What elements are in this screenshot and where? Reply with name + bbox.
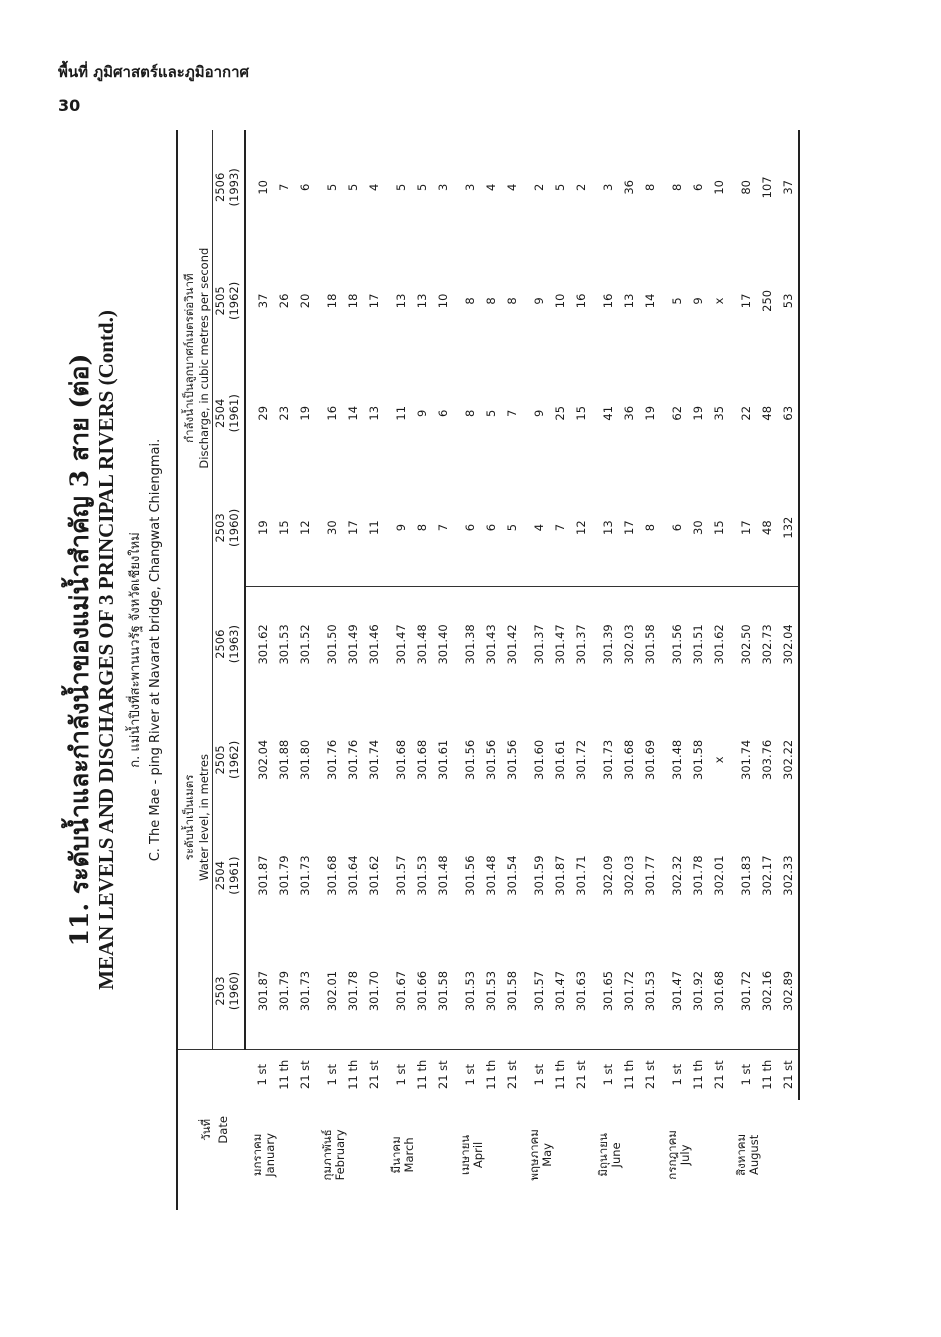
water-level-cell: 302.73	[756, 586, 777, 702]
water-level-cell: 301.52	[294, 586, 315, 702]
month-name-english: March	[402, 1137, 416, 1173]
discharge-cell: 16	[600, 293, 615, 309]
table-row	[591, 130, 618, 1210]
water-level-cell: 301.60	[531, 739, 546, 780]
day-label: 1 st	[453, 1049, 480, 1100]
water-level-cell: 301.47	[552, 970, 567, 1012]
discharge-cell: 7	[504, 409, 519, 417]
discharge-cell: 5	[345, 183, 360, 192]
day-label: 11 th	[687, 1049, 708, 1100]
water-level-cell: 301.53	[462, 970, 477, 1012]
water-level-cell: 301.58	[504, 970, 519, 1012]
water-level-cell: 301.37	[522, 586, 549, 702]
discharge-cell: 5	[393, 183, 408, 192]
discharge-cell: 53	[777, 245, 799, 357]
discharge-cell: 8	[462, 409, 477, 417]
water-level-cell: 301.87	[552, 855, 567, 896]
discharge-cell: 5	[552, 183, 567, 192]
discharge-cell: 19	[690, 405, 705, 421]
discharge-cell: 41	[600, 405, 615, 421]
table-row	[294, 130, 315, 1210]
water-level-cell: 301.61	[552, 739, 567, 780]
discharge-cell: 14	[642, 293, 657, 309]
discharge-cell: 4	[531, 523, 546, 532]
river-data-table	[176, 130, 800, 1210]
discharge-cell: 8	[483, 297, 498, 305]
page-number: 30	[58, 96, 81, 115]
water-level-header	[177, 586, 213, 1049]
discharge-cell: 29	[255, 405, 270, 421]
day-label: 1 st	[660, 1049, 687, 1100]
water-level-cell: 301.76	[345, 739, 360, 780]
discharge-cell: 48	[759, 520, 774, 535]
water-level-cell: 301.56	[483, 739, 498, 780]
table-row	[363, 130, 384, 1210]
discharge-cell: 10	[255, 180, 270, 195]
water-level-cell: 301.79	[276, 970, 291, 1012]
month-name-english: July	[678, 1144, 692, 1166]
water-level-cell: 301.68	[711, 970, 726, 1012]
discharge-cell: 4	[366, 183, 381, 192]
table-row	[480, 130, 501, 1210]
discharge-cell: 6	[669, 523, 684, 532]
discharge-cell: x	[711, 297, 726, 305]
water-level-cell: 301.68	[393, 739, 408, 780]
discharge-cell: 13	[621, 293, 636, 309]
water-level-cell: 301.46	[363, 586, 384, 702]
discharge-cell: 25	[552, 405, 567, 421]
discharge-cell: 18	[324, 293, 339, 309]
water-level-cell: 301.56	[504, 739, 519, 780]
table-row	[570, 130, 591, 1210]
water-level-cell: 301.68	[324, 855, 339, 896]
table-row	[315, 130, 342, 1210]
water-level-cell: 301.66	[414, 970, 429, 1012]
discharge-cell: 12	[573, 520, 588, 535]
month-name-thai: มีนาคม	[389, 1136, 403, 1174]
water-level-cell: 301.56	[462, 855, 477, 896]
water-level-cell: 301.58	[639, 586, 660, 702]
month-name-english: June	[609, 1142, 623, 1168]
discharge-cell: 8	[669, 183, 684, 192]
table-row	[756, 130, 777, 1210]
water-level-cell: 302.09	[600, 855, 615, 896]
water-level-cell: 301.78	[345, 970, 360, 1012]
discharge-cell: 4	[504, 183, 519, 192]
discharge-cell: 6	[690, 183, 705, 192]
water-level-cell: 301.67	[393, 970, 408, 1012]
month-name-thai: สิงหาคม	[734, 1133, 748, 1176]
water-level-cell: 301.39	[591, 586, 618, 702]
discharge-cell: 17	[738, 293, 753, 309]
water-level-cell: 301.62	[708, 586, 729, 702]
discharge-cell: 15	[573, 405, 588, 421]
discharge-cell: 19	[297, 405, 312, 421]
discharge-cell: 5	[669, 297, 684, 305]
table-body	[245, 130, 799, 1210]
water-level-cell: x	[711, 756, 726, 764]
month-name-thai: กรกฎาคม	[665, 1130, 679, 1180]
water-level-cell: 301.37	[570, 586, 591, 702]
water-level-cell: 301.74	[738, 739, 753, 780]
date-header	[177, 1049, 245, 1210]
water-level-cell: 301.87	[255, 970, 270, 1012]
year-ce: (1993)	[227, 130, 245, 245]
water-level-cell: 303.76	[759, 739, 774, 780]
water-level-cell: 302.22	[777, 702, 799, 818]
water-level-cell: 301.71	[573, 855, 588, 896]
day-label: 11 th	[756, 1049, 777, 1100]
year-ce: (1960)	[227, 933, 245, 1049]
month-name-thai: มิถุนายน	[596, 1133, 610, 1177]
water-level-cell: 302.01	[324, 970, 339, 1012]
water-level-cell: 301.57	[393, 855, 408, 896]
discharge-header	[177, 130, 213, 586]
water-level-cell: 301.48	[483, 855, 498, 896]
year-ce: (1962)	[227, 702, 245, 818]
discharge-cell: 17	[738, 520, 753, 535]
water-level-cell: 301.56	[462, 739, 477, 780]
water-level-cell: 302.04	[777, 586, 799, 702]
month-name-thai: กุมภาพันธ์	[320, 1129, 334, 1181]
water-level-cell: 301.83	[738, 855, 753, 896]
water-level-cell: 302.16	[759, 970, 774, 1012]
table-row	[342, 130, 363, 1210]
discharge-cell: 8	[504, 297, 519, 305]
table-row	[245, 130, 273, 1210]
discharge-cell: 5	[414, 183, 429, 192]
discharge-cell: 132	[777, 469, 799, 586]
discharge-cell: 5	[504, 523, 519, 532]
year-be: 2505	[213, 745, 227, 775]
year-be: 2506	[213, 629, 227, 659]
water-level-cell: 301.48	[411, 586, 432, 702]
discharge-cell: 6	[435, 409, 450, 417]
month-label	[591, 1100, 660, 1210]
table-row	[501, 130, 522, 1210]
water-level-cell: 301.88	[276, 739, 291, 780]
discharge-cell: 12	[297, 520, 312, 535]
water-level-cell: 302.01	[711, 855, 726, 896]
month-label	[453, 1100, 522, 1210]
discharge-cell: 10	[435, 293, 450, 309]
water-level-cell: 301.58	[690, 739, 705, 780]
day-label: 1 st	[591, 1049, 618, 1100]
table-row	[522, 130, 549, 1210]
discharge-cell: 22	[738, 405, 753, 421]
month-label	[384, 1100, 453, 1210]
water-level-cell: 301.47	[384, 586, 411, 702]
year-ce: (1963)	[227, 586, 245, 702]
water-level-cell: 301.79	[276, 855, 291, 896]
water-level-cell: 301.69	[642, 739, 657, 780]
water-level-cell: 301.76	[324, 739, 339, 780]
year-be: 2504	[213, 398, 227, 428]
discharge-cell: 9	[414, 409, 429, 417]
table-row	[618, 130, 639, 1210]
water-level-cell: 301.87	[255, 855, 270, 896]
discharge-cell: 9	[531, 409, 546, 417]
day-label: 11 th	[549, 1049, 570, 1100]
discharge-cell: 3	[462, 183, 477, 192]
discharge-cell: 48	[759, 405, 774, 421]
water-level-cell: 301.73	[600, 739, 615, 780]
discharge-cell: 13	[393, 293, 408, 309]
day-label: 21 st	[639, 1049, 660, 1100]
water-level-cell: 302.03	[621, 855, 636, 896]
water-level-cell: 301.53	[483, 970, 498, 1012]
month-label	[729, 1100, 799, 1210]
water-level-cell: 301.65	[600, 970, 615, 1012]
discharge-header-english: Discharge, in cubic metres per second	[197, 247, 211, 469]
rotated-table-page	[60, 130, 870, 1210]
day-label: 11 th	[411, 1049, 432, 1100]
discharge-cell: 16	[573, 293, 588, 309]
discharge-cell: 13	[414, 293, 429, 309]
day-label: 21 st	[432, 1049, 453, 1100]
subtitle-english: C. The Mae - ping River at Navarat bridge, Changwat Chiengmai.	[148, 438, 163, 862]
water-level-cell: 301.77	[642, 855, 657, 896]
table-row	[687, 130, 708, 1210]
discharge-cell: 37	[777, 130, 799, 245]
month-name-english: February	[333, 1129, 347, 1181]
year-be: 2504	[213, 860, 227, 891]
day-label: 1 st	[522, 1049, 549, 1100]
day-label: 21 st	[708, 1049, 729, 1100]
day-label: 1 st	[729, 1049, 756, 1100]
water-level-cell: 301.80	[297, 739, 312, 780]
discharge-cell: 15	[711, 520, 726, 535]
discharge-cell: 9	[531, 297, 546, 305]
year-ce: (1961)	[227, 818, 245, 934]
month-name-english: January	[263, 1133, 277, 1177]
table-row	[384, 130, 411, 1210]
discharge-cell: 2	[531, 183, 546, 192]
day-label: 21 st	[363, 1049, 384, 1100]
day-label: 11 th	[618, 1049, 639, 1100]
discharge-cell: 14	[345, 405, 360, 421]
water-level-cell: 301.70	[366, 970, 381, 1012]
discharge-cell: 16	[324, 405, 339, 421]
discharge-cell: 4	[483, 183, 498, 192]
year-be: 2503	[213, 976, 227, 1006]
discharge-cell: 30	[690, 520, 705, 535]
subtitle-thai: ก. แม่น้ำปิงที่สะพานนวรัฐ จังหวัดเชียงใหม่	[128, 532, 143, 768]
water-level-cell: 301.40	[432, 586, 453, 702]
discharge-cell: 19	[642, 405, 657, 421]
discharge-cell: 62	[669, 405, 684, 421]
water-level-cell: 301.68	[414, 739, 429, 780]
water-level-cell: 301.62	[366, 855, 381, 896]
discharge-cell: 11	[393, 405, 408, 421]
discharge-cell: 8	[462, 297, 477, 305]
water-level-cell: 301.42	[501, 586, 522, 702]
water-level-cell: 302.50	[729, 586, 756, 702]
water-level-cell: 301.48	[669, 739, 684, 780]
discharge-cell: 8	[642, 523, 657, 532]
day-label: 11 th	[480, 1049, 501, 1100]
day-label: 11 th	[342, 1049, 363, 1100]
discharge-cell: 7	[552, 523, 567, 532]
water-level-cell: 301.49	[342, 586, 363, 702]
water-level-cell: 301.63	[573, 970, 588, 1012]
discharge-cell: 80	[738, 180, 753, 195]
date-header-english: Date	[215, 1116, 230, 1144]
discharge-cell: 6	[297, 183, 312, 192]
water-level-cell: 302.17	[759, 855, 774, 896]
day-label: 1 st	[315, 1049, 342, 1100]
discharge-cell: 13	[600, 520, 615, 535]
table-row	[411, 130, 432, 1210]
water-level-cell: 301.53	[642, 970, 657, 1012]
month-name-english: April	[471, 1141, 485, 1169]
table-row	[549, 130, 570, 1210]
table-row	[777, 130, 799, 1210]
discharge-cell: 250	[759, 289, 774, 312]
water-level-cell: 302.33	[777, 818, 799, 934]
discharge-cell: 10	[552, 293, 567, 309]
water-level-cell: 301.53	[414, 855, 429, 896]
water-level-cell: 301.51	[687, 586, 708, 702]
discharge-cell: 17	[621, 520, 636, 535]
discharge-cell: 9	[690, 297, 705, 305]
discharge-cell: 9	[393, 523, 408, 532]
discharge-cell: 17	[366, 293, 381, 309]
day-label: 1 st	[384, 1049, 411, 1100]
water-level-cell: 301.68	[621, 739, 636, 780]
discharge-cell: 17	[345, 520, 360, 535]
water-level-cell: 301.72	[738, 970, 753, 1012]
discharge-cell: 2	[573, 183, 588, 192]
date-header-thai: วันที่	[198, 1118, 213, 1141]
water-level-cell: 302.89	[777, 933, 799, 1049]
table-row	[708, 130, 729, 1210]
water-level-cell: 301.78	[690, 855, 705, 896]
discharge-cell: 18	[345, 293, 360, 309]
month-name-english: May	[540, 1143, 554, 1167]
water-level-cell: 301.58	[435, 970, 450, 1012]
discharge-cell: 63	[777, 357, 799, 469]
discharge-cell: 37	[255, 293, 270, 309]
table-row	[273, 130, 294, 1210]
table-row	[639, 130, 660, 1210]
table-row	[432, 130, 453, 1210]
water-level-cell: 301.73	[297, 970, 312, 1012]
discharge-cell: 3	[600, 183, 615, 192]
month-label	[315, 1100, 384, 1210]
discharge-cell: 15	[276, 520, 291, 535]
table-title-thai: 11. ระดับน้ำและกำลังน้ำของแม่น้ำสำคัญ 3 สาย (ต่อ)	[65, 353, 94, 947]
day-label: 21 st	[570, 1049, 591, 1100]
water-level-cell: 301.38	[453, 586, 480, 702]
discharge-cell: 19	[255, 520, 270, 535]
discharge-cell: 11	[366, 520, 381, 535]
water-level-cell: 301.59	[531, 855, 546, 896]
discharge-cell: 13	[366, 405, 381, 421]
water-level-cell: 301.62	[245, 586, 273, 702]
table-row	[729, 130, 756, 1210]
water-level-cell: 301.56	[660, 586, 687, 702]
water-level-header-thai: ระดับน้ำเป็นเมตร	[182, 774, 196, 861]
water-level-cell: 301.54	[504, 855, 519, 896]
discharge-cell: 5	[324, 183, 339, 192]
discharge-cell: 10	[711, 180, 726, 195]
water-level-header-english: Water level, in metres	[197, 754, 211, 881]
discharge-cell: 6	[462, 523, 477, 532]
discharge-cell: 35	[711, 405, 726, 421]
water-level-cell: 301.64	[345, 855, 360, 896]
water-level-cell: 301.73	[297, 855, 312, 896]
discharge-cell: 30	[324, 520, 339, 535]
discharge-cell: 7	[276, 183, 291, 192]
discharge-cell: 26	[276, 293, 291, 309]
month-name-english: August	[747, 1134, 761, 1176]
month-label	[245, 1100, 315, 1210]
day-label: 21 st	[294, 1049, 315, 1100]
month-name-thai: เมษายน	[458, 1134, 472, 1175]
year-ce: (1962)	[227, 245, 245, 357]
discharge-cell: 8	[642, 183, 657, 192]
discharge-cell: 8	[414, 523, 429, 532]
water-level-cell: 301.57	[531, 970, 546, 1012]
discharge-cell: 36	[621, 180, 636, 195]
year-be: 2506	[213, 172, 227, 202]
discharge-cell: 23	[276, 405, 291, 421]
discharge-cell: 5	[483, 409, 498, 417]
discharge-cell: 36	[621, 405, 636, 421]
year-ce: (1960)	[227, 469, 245, 586]
discharge-cell: 6	[483, 523, 498, 532]
day-label: 21 st	[777, 1049, 799, 1100]
water-level-cell: 301.53	[273, 586, 294, 702]
discharge-cell: 7	[435, 523, 450, 532]
discharge-cell: 3	[435, 183, 450, 192]
month-name-thai: มกราคม	[250, 1133, 264, 1177]
month-name-thai: พฤษภาคม	[527, 1129, 541, 1181]
day-label: 21 st	[501, 1049, 522, 1100]
water-level-cell: 301.48	[435, 855, 450, 896]
water-level-cell: 301.61	[435, 739, 450, 780]
water-level-cell: 301.47	[669, 970, 684, 1012]
water-level-cell: 301.72	[573, 739, 588, 780]
month-label	[522, 1100, 591, 1210]
year-be: 2503	[213, 513, 227, 543]
discharge-cell: 20	[297, 293, 312, 309]
running-head: พื้นที่ ภูมิศาสตร์และภูมิอากาศ	[58, 63, 250, 81]
year-ce: (1961)	[227, 357, 245, 469]
water-level-cell: 301.43	[480, 586, 501, 702]
year-be: 2505	[213, 286, 227, 316]
day-label: 1 st	[245, 1049, 273, 1100]
water-level-cell: 302.32	[669, 855, 684, 896]
water-level-cell: 301.72	[621, 970, 636, 1012]
water-level-cell: 301.50	[315, 586, 342, 702]
day-label: 11 th	[273, 1049, 294, 1100]
water-level-cell: 302.03	[618, 586, 639, 702]
table-title-english: MEAN LEVELS AND DISCHARGES OF 3 PRINCIPAL RIVERS (Contd.)	[94, 310, 118, 990]
water-level-cell: 302.04	[255, 739, 270, 780]
water-level-cell: 301.74	[366, 739, 381, 780]
discharge-header-thai: กำลังน้ำเป็นลูกบาศก์เมตรต่อวินาที	[182, 273, 196, 443]
month-label	[660, 1100, 729, 1210]
water-level-cell: 301.47	[549, 586, 570, 702]
table-row	[453, 130, 480, 1210]
water-level-cell: 301.92	[690, 970, 705, 1012]
table-row	[660, 130, 687, 1210]
discharge-cell: 107	[759, 176, 774, 199]
